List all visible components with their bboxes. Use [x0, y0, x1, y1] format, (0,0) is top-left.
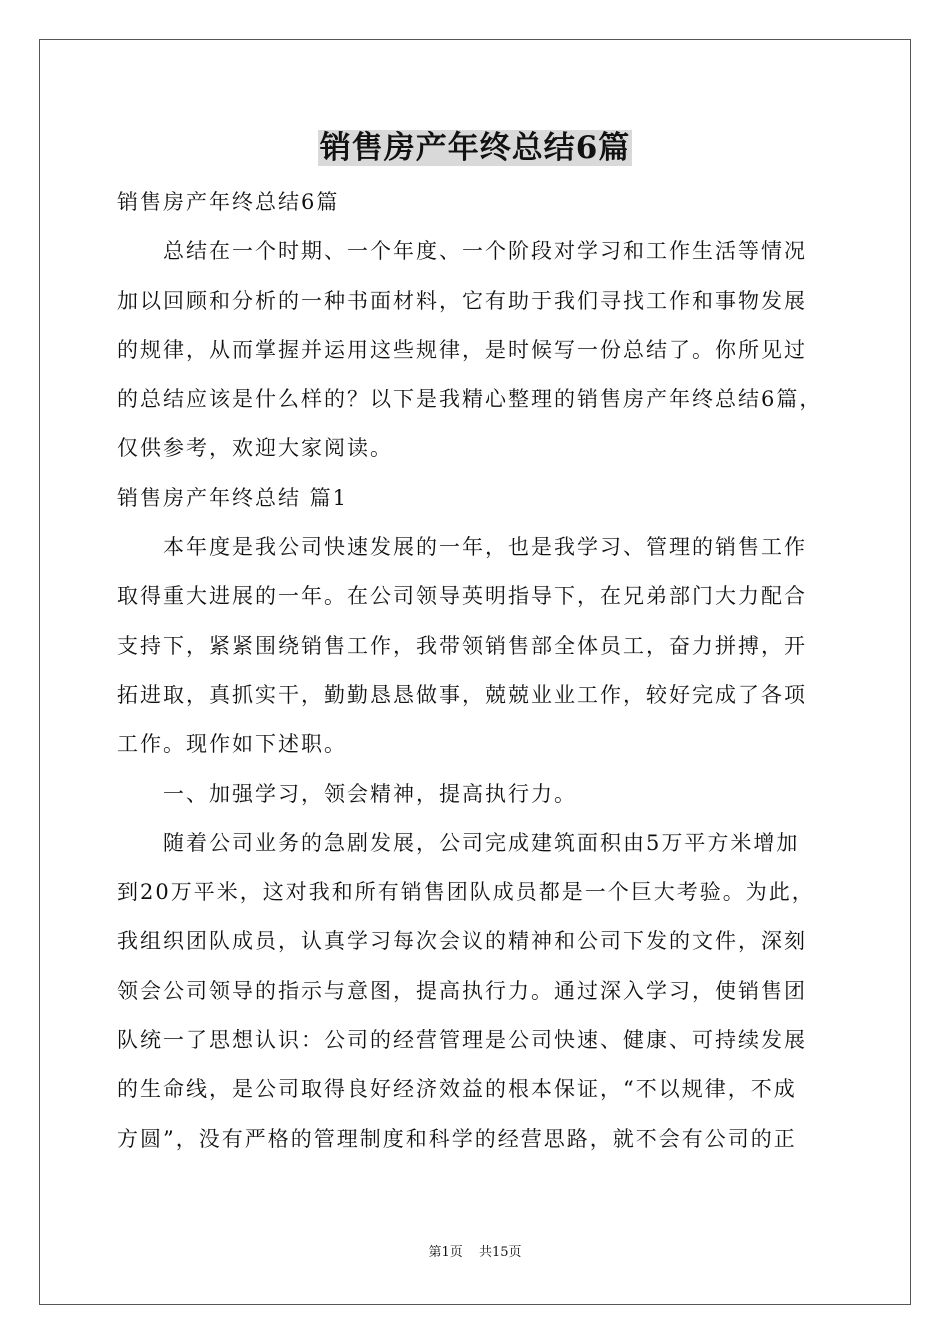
text-line: 到20万平米，这对我和所有销售团队成员都是一个巨大考验。为此， — [117, 880, 815, 905]
text-line: 支持下，紧紧围绕销售工作，我带领销售部全体员工，奋力拼搏，开 — [117, 633, 807, 658]
text-line: 的总结应该是什么样的？以下是我精心整理的销售房产年终总结6篇， — [117, 387, 823, 412]
text-line: 随着公司业务的急剧发展，公司完成建筑面积由5万平方米增加 — [163, 830, 800, 855]
text-line: 我组织团队成员，认真学习每次会议的精神和公司下发的文件，深刻 — [117, 929, 807, 954]
page-total: 共15页 — [478, 1245, 522, 1260]
document-body — [117, 178, 835, 1164]
text-line: 加以回顾和分析的一种书面材料，它有助于我们寻找工作和事物发展 — [117, 288, 807, 313]
text-line: 领会公司领导的指示与意图，提高执行力。通过深入学习，使销售团 — [117, 978, 807, 1003]
text-line: 本年度是我公司快速发展的一年，也是我学习、管理的销售工作 — [163, 535, 807, 560]
text-line: 仅供参考，欢迎大家阅读。 — [117, 436, 393, 461]
text-line: 的生命线，是公司取得良好经济效益的根本保证，“不以规律，不成 — [117, 1077, 797, 1102]
text-line: 方圆”，没有严格的管理制度和科学的经营思路，就不会有公司的正 — [117, 1126, 797, 1151]
document-title — [0, 128, 950, 168]
document-title-text: 销售房产年终总结6篇 — [319, 130, 631, 166]
text-line: 一、加强学习，领会精神，提高执行力。 — [163, 781, 577, 806]
text-line: 队统一了思想认识：公司的经营管理是公司快速、健康、可持续发展 — [117, 1028, 807, 1053]
page-footer — [0, 1244, 950, 1262]
page-number: 第1页 — [428, 1245, 463, 1260]
text-line: 的规律，从而掌握并运用这些规律，是时候写一份总结了。你所见过 — [117, 337, 807, 362]
text-line: 销售房产年终总结6篇 — [117, 190, 340, 214]
text-line: 总结在一个时期、一个年度、一个阶段对学习和工作生活等情况 — [163, 239, 807, 264]
text-line: 拓进取，真抓实干，勤勤恳恳做事，兢兢业业工作，较好完成了各项 — [117, 682, 807, 707]
text-line: 取得重大进展的一年。在公司领导英明指导下，在兄弟部门大力配合 — [117, 584, 807, 609]
text-line: 工作。现作如下述职。 — [117, 732, 347, 757]
text-line: 销售房产年终总结 篇1 — [117, 485, 349, 510]
